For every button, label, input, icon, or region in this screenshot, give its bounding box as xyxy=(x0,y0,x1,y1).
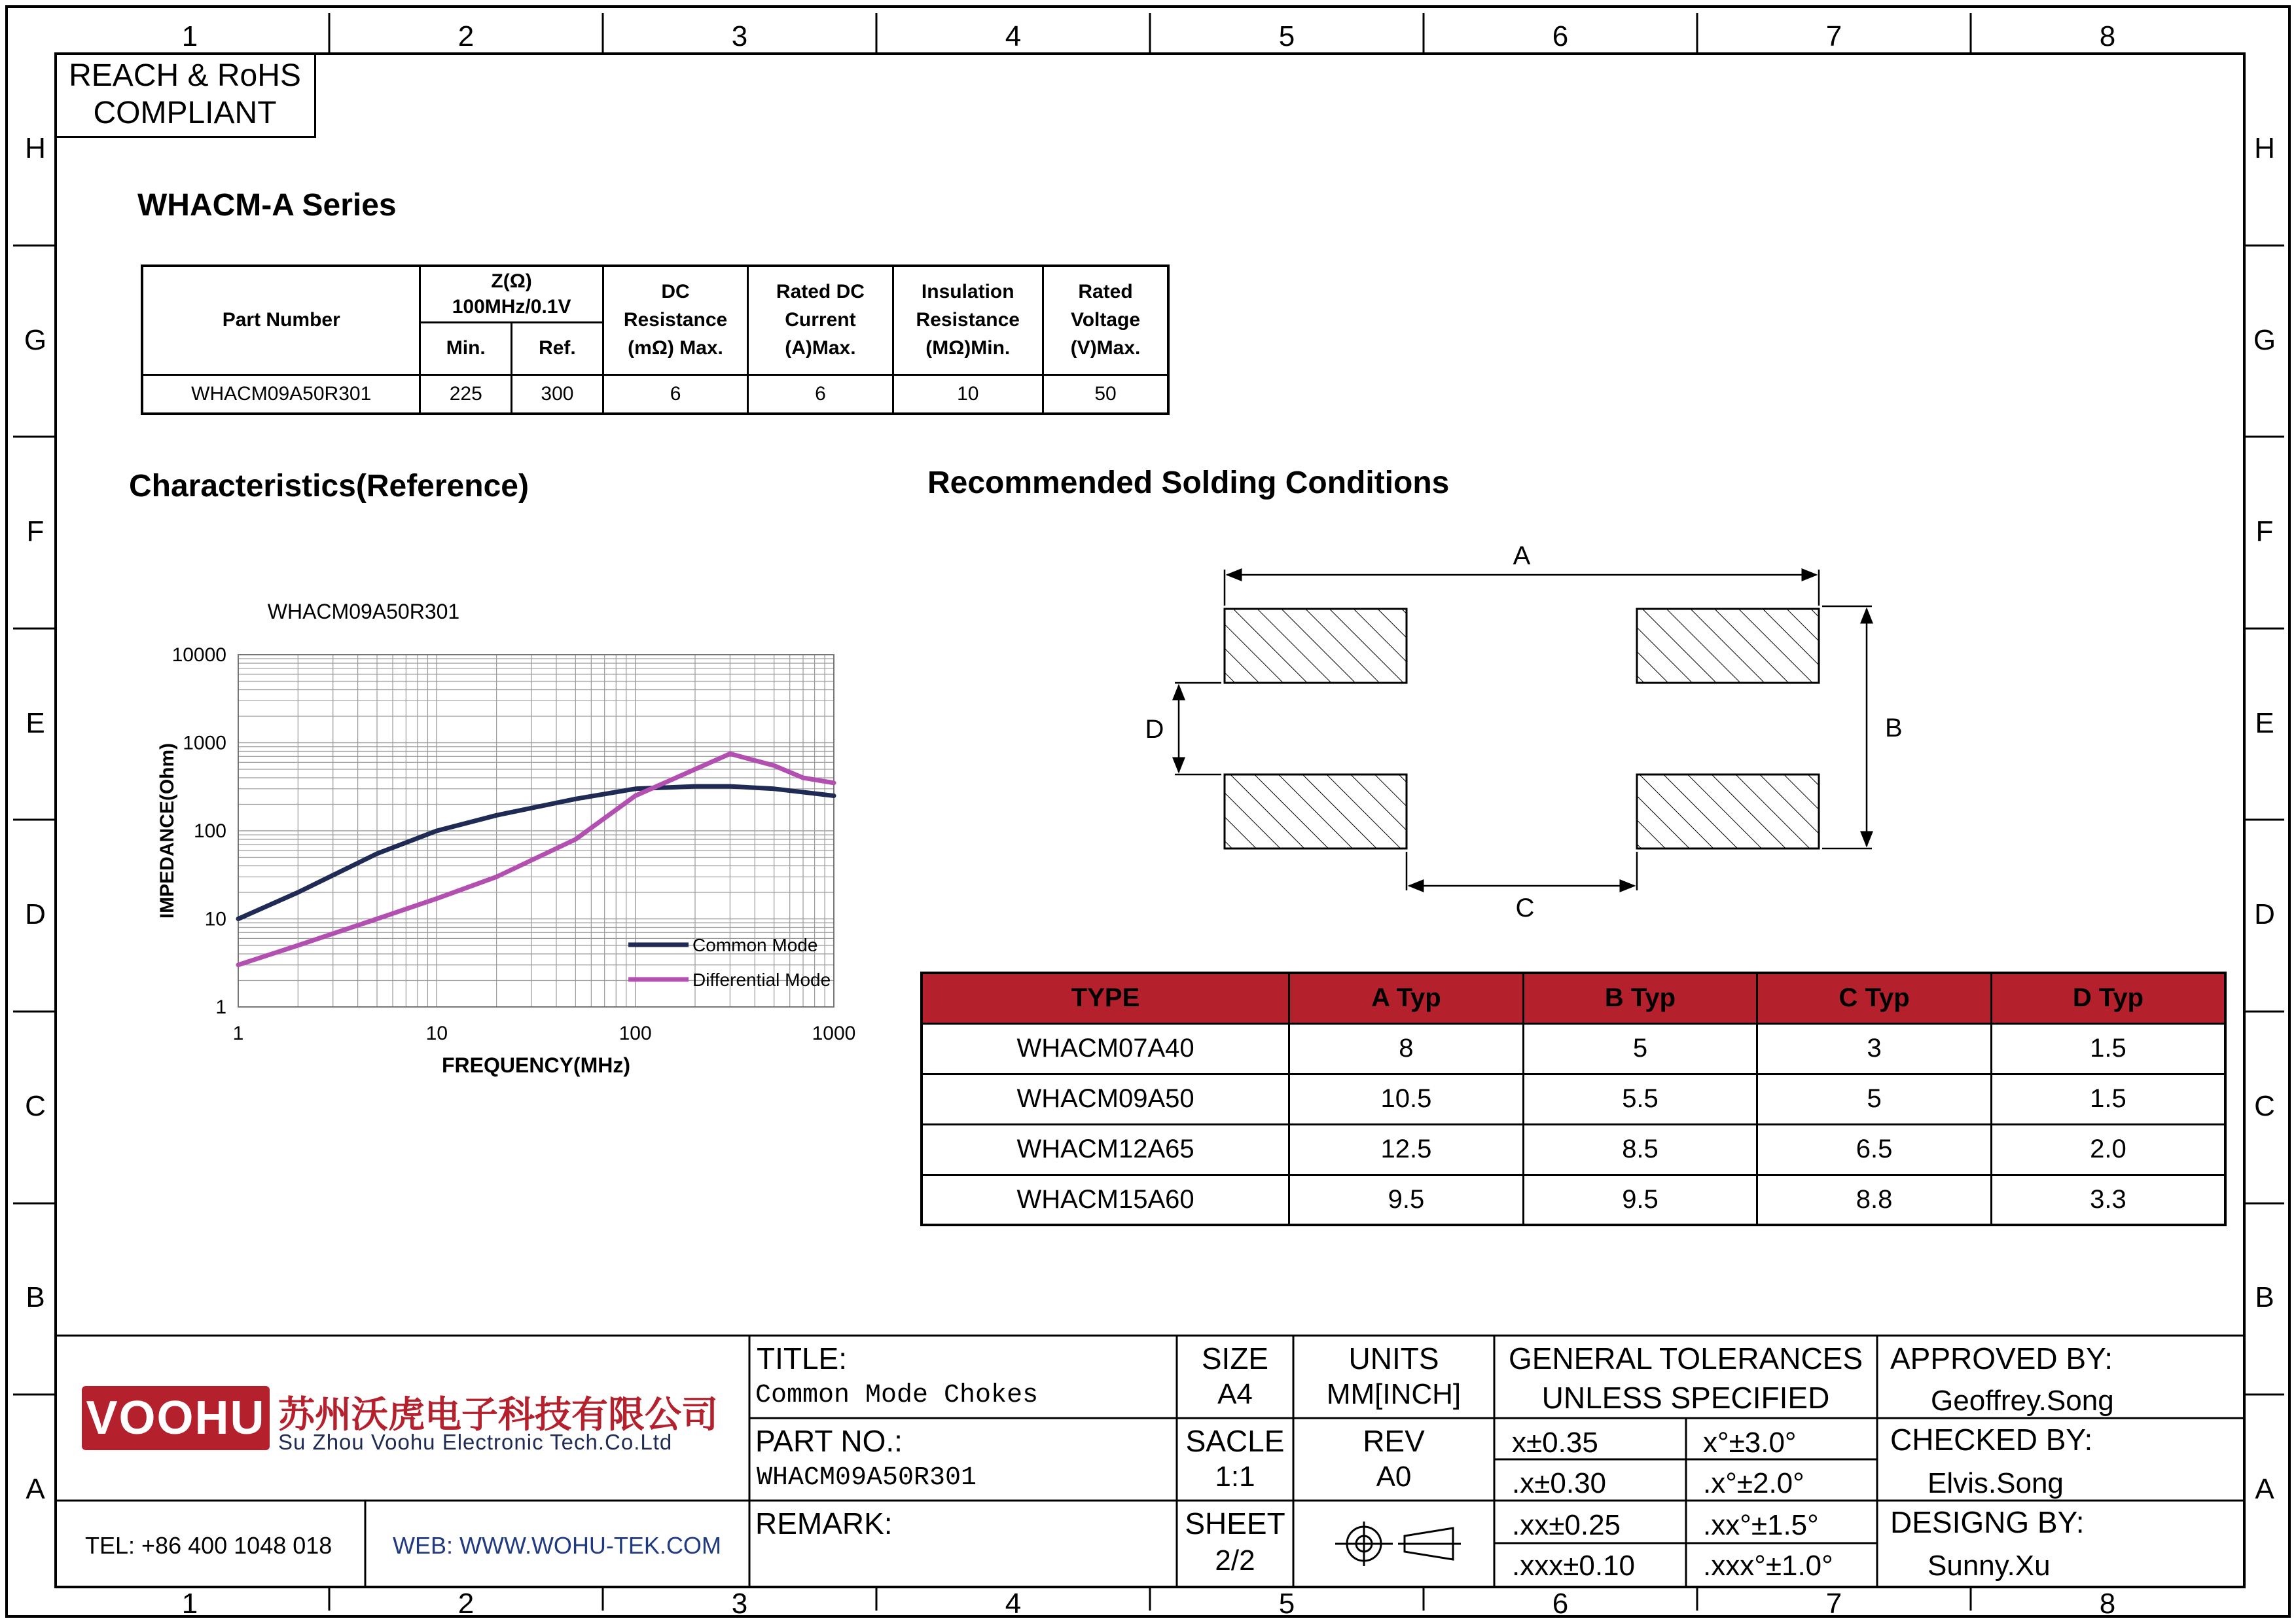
spec-cell-voltage: 50 xyxy=(1043,374,1168,414)
spec-cell-zmin: 225 xyxy=(420,374,512,414)
dim-cell: 3 xyxy=(1757,1023,1992,1074)
spec-header-part: Part Number xyxy=(142,266,420,374)
size-label: SIZE xyxy=(1201,1341,1269,1376)
dim-cell: 3.3 xyxy=(1991,1175,2225,1225)
x-tick-label: 1 xyxy=(232,1023,244,1044)
units-label: UNITS xyxy=(1348,1341,1439,1376)
spec-header-z-line1: Z(Ω) xyxy=(491,270,532,293)
tolerance-linear-0: x±0.35 xyxy=(1512,1427,1598,1459)
row-label-a-right: A xyxy=(2255,1473,2274,1505)
remark-label: REMARK: xyxy=(755,1506,893,1541)
col-label-4: 4 xyxy=(1005,20,1022,52)
dim-header-type: TYPE xyxy=(922,973,1289,1023)
dim-header-a: A Typ xyxy=(1289,973,1524,1023)
legend-label: Differential Mode xyxy=(692,970,831,990)
col-label-5: 5 xyxy=(1278,20,1295,52)
y-tick-label: 100 xyxy=(193,820,226,842)
spec-header-dcr-1: DC xyxy=(661,281,690,303)
dim-label-b: B xyxy=(1885,714,1903,742)
col-label-1: 1 xyxy=(181,20,198,52)
table-row xyxy=(922,1124,2225,1175)
spec-cell-current: 6 xyxy=(748,374,893,414)
row-label-h-right: H xyxy=(2254,132,2275,164)
spec-cell-part: WHACM09A50R301 xyxy=(142,374,420,414)
row-label-b: B xyxy=(26,1281,45,1313)
tolerance-angular-2: .xx°±1.5° xyxy=(1703,1509,1819,1541)
dim-cell: 5 xyxy=(1757,1074,1992,1124)
row-label-a: A xyxy=(26,1473,45,1505)
dim-header-b: B Typ xyxy=(1523,973,1757,1023)
spec-header-cur-3: (A)Max. xyxy=(785,337,856,359)
company-name-en: Su Zhou Voohu Electronic Tech.Co.Ltd xyxy=(278,1430,673,1454)
spec-header-voltage xyxy=(1043,266,1168,374)
pad-bottom-left xyxy=(1225,775,1407,848)
company-name-cn: 苏州沃虎电子科技有限公司 xyxy=(278,1394,718,1435)
checked-label: CHECKED BY: xyxy=(1890,1423,2093,1457)
dim-header-c: C Typ xyxy=(1757,973,1992,1023)
y-axis-label: IMPEDANCE(Ohm) xyxy=(156,742,178,919)
dim-cell: 6.5 xyxy=(1757,1124,1992,1175)
spec-header-ref: Ref. xyxy=(512,322,603,374)
spec-cell-zref: 300 xyxy=(512,374,603,414)
row-label-c-right: C xyxy=(2254,1090,2275,1122)
dim-cell: 1.5 xyxy=(1991,1023,2225,1074)
col-label-2: 2 xyxy=(457,20,475,52)
design-label: DESIGNG BY: xyxy=(1890,1505,2085,1539)
pad-top-right xyxy=(1637,609,1819,683)
company-logo: VOOHU xyxy=(82,1386,270,1450)
col-label-5-bottom: 5 xyxy=(1278,1588,1295,1620)
units-value: MM[INCH] xyxy=(1326,1378,1462,1410)
tolerance-title1: GENERAL TOLERANCES xyxy=(1508,1341,1863,1376)
impedance-chart xyxy=(144,589,856,1087)
tolerance-linear-3: .xxx±0.10 xyxy=(1512,1550,1636,1582)
dim-cell: 1.5 xyxy=(1991,1074,2225,1124)
dim-cell: 8.5 xyxy=(1523,1124,1757,1175)
dim-label-a: A xyxy=(1513,541,1531,570)
scale-value: 1:1 xyxy=(1215,1461,1255,1493)
sheet-value: 2/2 xyxy=(1215,1544,1255,1577)
spec-header-volt-3: (V)Max. xyxy=(1070,337,1141,359)
row-label-f-right: F xyxy=(2255,515,2274,547)
row-label-e-right: E xyxy=(2255,707,2274,739)
row-label-e: E xyxy=(26,707,45,739)
col-label-2-bottom: 2 xyxy=(457,1588,475,1620)
tolerance-angular-1: .x°±2.0° xyxy=(1703,1467,1804,1499)
col-label-6: 6 xyxy=(1552,20,1569,52)
y-tick-label: 10000 xyxy=(171,644,226,666)
tolerance-linear-1: .x±0.30 xyxy=(1512,1467,1607,1499)
row-label-g: G xyxy=(24,324,47,356)
part-no-label: PART NO.: xyxy=(755,1424,903,1458)
spec-header-ins-2: Resistance xyxy=(916,308,1020,331)
dim-cell: 9.5 xyxy=(1523,1175,1757,1225)
title-label: TITLE: xyxy=(757,1341,848,1376)
col-label-6-bottom: 6 xyxy=(1552,1588,1569,1620)
spec-header-cur-1: Rated DC xyxy=(776,281,865,303)
spec-header-z-line2: 100MHz/0.1V xyxy=(452,296,571,318)
row-label-f: F xyxy=(26,515,45,547)
row-label-d-right: D xyxy=(2254,898,2275,930)
col-label-7-bottom: 7 xyxy=(1825,1588,1842,1620)
spec-header-min: Min. xyxy=(420,322,512,374)
design-value: Sunny.Xu xyxy=(1928,1550,2051,1582)
spec-header-dcr-2: Resistance xyxy=(623,308,728,331)
col-label-7: 7 xyxy=(1825,20,1842,52)
y-tick-label: 10 xyxy=(204,908,226,930)
legend-label: Common Mode xyxy=(692,935,818,955)
spec-header-current xyxy=(748,266,893,374)
dim-cell: WHACM07A40 xyxy=(922,1023,1289,1074)
y-tick-label: 1 xyxy=(215,996,226,1018)
compliance-line1: REACH & RoHS xyxy=(69,58,301,94)
series-line-common-mode xyxy=(238,786,834,919)
row-label-g-right: G xyxy=(2253,324,2276,356)
chart-title: WHACM09A50R301 xyxy=(267,600,460,623)
spec-header-insulation xyxy=(893,266,1043,374)
series-title: WHACM-A Series xyxy=(137,188,397,223)
spec-header-volt-1: Rated xyxy=(1078,281,1133,303)
company-tel: TEL: +86 400 1048 018 xyxy=(85,1532,332,1559)
spec-header-dcr-3: (mΩ) Max. xyxy=(628,337,723,359)
dim-cell: 10.5 xyxy=(1289,1074,1524,1124)
row-label-c: C xyxy=(25,1090,46,1122)
characteristics-title: Characteristics(Reference) xyxy=(129,469,529,503)
spec-header-cur-2: Current xyxy=(785,308,856,331)
table-row xyxy=(922,1175,2225,1225)
dim-cell: 9.5 xyxy=(1289,1175,1524,1225)
spec-header-dcr xyxy=(603,266,748,374)
dim-header-d: D Typ xyxy=(1991,973,2225,1023)
row-label-h: H xyxy=(25,132,46,164)
row-label-d: D xyxy=(25,898,46,930)
spec-cell-insulation: 10 xyxy=(893,374,1043,414)
row-label-b-right: B xyxy=(2255,1281,2274,1313)
solder-title: Recommended Solding Conditions xyxy=(927,465,1450,500)
size-value: A4 xyxy=(1217,1378,1253,1410)
spec-table xyxy=(141,264,1170,415)
compliance-line2: COMPLIANT xyxy=(93,96,277,130)
tolerance-angular-0: x°±3.0° xyxy=(1703,1427,1797,1459)
col-label-8-bottom: 8 xyxy=(2099,1588,2116,1620)
spec-header-volt-2: Voltage xyxy=(1070,308,1141,331)
col-label-4-bottom: 4 xyxy=(1005,1588,1022,1620)
spec-header-ins-1: Insulation xyxy=(921,281,1014,303)
col-label-3-bottom: 3 xyxy=(731,1588,748,1620)
dim-cell: WHACM09A50 xyxy=(922,1074,1289,1124)
checked-value: Elvis.Song xyxy=(1928,1467,2064,1499)
dim-cell: 5.5 xyxy=(1523,1074,1757,1124)
x-axis-label: FREQUENCY(MHz) xyxy=(442,1053,630,1077)
col-label-1-bottom: 1 xyxy=(181,1588,198,1620)
part-no-value: WHACM09A50R301 xyxy=(757,1463,977,1493)
dimension-table xyxy=(920,972,2227,1226)
company-web[interactable]: WEB: WWW.WOHU-TEK.COM xyxy=(393,1532,721,1559)
pad-top-left xyxy=(1225,609,1407,683)
rev-label: REV xyxy=(1363,1424,1425,1458)
dim-cell: WHACM15A60 xyxy=(922,1175,1289,1225)
approved-label: APPROVED BY: xyxy=(1890,1341,2113,1376)
dim-cell: 12.5 xyxy=(1289,1124,1524,1175)
approved-value: Geoffrey.Song xyxy=(1931,1385,2114,1417)
col-label-8: 8 xyxy=(2099,20,2116,52)
tolerance-angular-3: .xxx°±1.0° xyxy=(1703,1550,1833,1582)
sheet-label: SHEET xyxy=(1185,1506,1285,1541)
table-row xyxy=(922,1074,2225,1124)
table-row xyxy=(922,1023,2225,1074)
dim-cell: 5 xyxy=(1523,1023,1757,1074)
rev-value: A0 xyxy=(1376,1461,1412,1493)
x-tick-label: 10 xyxy=(425,1023,448,1044)
compliance-box xyxy=(56,54,316,138)
dim-label-c: C xyxy=(1515,894,1535,922)
projection-symbol-icon xyxy=(1322,1518,1466,1570)
spec-cell-dcr: 6 xyxy=(603,374,748,414)
dim-cell: 8.8 xyxy=(1757,1175,1992,1225)
y-tick-label: 1000 xyxy=(183,732,226,754)
dim-cell: 8 xyxy=(1289,1023,1524,1074)
scale-label: SACLE xyxy=(1185,1424,1285,1458)
tolerance-title2: UNLESS SPECIFIED xyxy=(1541,1381,1830,1415)
dim-cell: WHACM12A65 xyxy=(922,1124,1289,1175)
x-tick-label: 100 xyxy=(619,1023,652,1044)
pad-bottom-right xyxy=(1637,775,1819,848)
solder-land-diagram xyxy=(1113,537,1937,930)
spec-header-ins-3: (MΩ)Min. xyxy=(925,337,1011,359)
title-value: Common Mode Chokes xyxy=(755,1381,1039,1410)
col-label-3: 3 xyxy=(731,20,748,52)
tolerance-linear-2: .xx±0.25 xyxy=(1512,1509,1621,1541)
spec-header-z xyxy=(420,266,603,322)
solder-pads xyxy=(1225,609,1819,848)
x-tick-label: 1000 xyxy=(812,1023,856,1044)
dim-cell: 2.0 xyxy=(1991,1124,2225,1175)
dim-label-d: D xyxy=(1145,715,1164,744)
